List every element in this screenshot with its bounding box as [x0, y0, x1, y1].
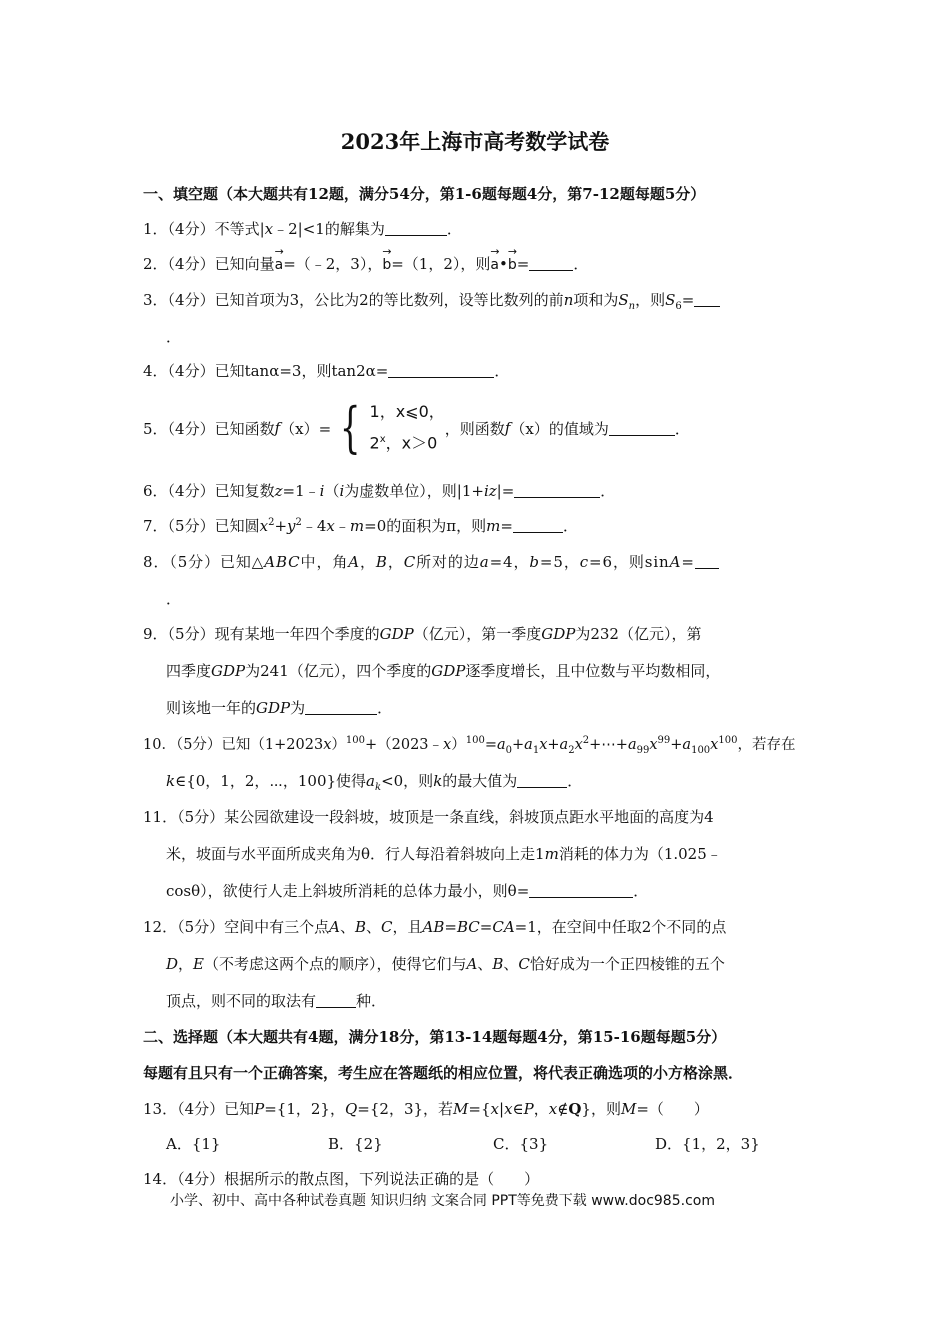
answer-blank[interactable] [529, 883, 633, 898]
question-12: 12．（5分）空间中有三个点A、B、C，且AB=BC=CA=1，在空间中任取2个不同的点 [143, 918, 727, 936]
question-3: 3．（4分）已知首项为3，公比为2的等比数列，设等比数列的前n项和为$S_n$，则$S_6=$ [143, 289, 815, 312]
answer-blank[interactable] [513, 518, 563, 533]
answer-blank[interactable] [529, 256, 573, 271]
page-title: 2023年上海市高考数学试卷 [340, 129, 610, 154]
answer-blank[interactable] [316, 993, 356, 1008]
answer-blank[interactable] [514, 483, 600, 498]
answer-blank[interactable] [609, 421, 675, 436]
section-2-heading: 二、选择题（本大题共有4题，满分18分，第13-14题每题4分，第15-16题每题5分） [143, 1028, 727, 1046]
answer-blank[interactable] [517, 773, 567, 788]
vector-a: → a [275, 253, 284, 273]
answer-blank[interactable] [694, 292, 720, 307]
vector-b: → b [382, 253, 391, 273]
question-6: 6．（4分）已知复数z=1﹣i（i为虚数单位），则|1+iz|= ． [143, 482, 616, 500]
section-2-instructions: 每题有且只有一个正确答案，考生应在答题纸的相应位置，将代表正确选项的小方格涂黑． [143, 1064, 744, 1082]
question-9: 9．（5分）现有某地一年四个季度的GDP（亿元），第一季度GDP为232（亿元），第 [143, 625, 702, 643]
question-5: 5．（4分）已知函数 f （x）= { 1，x⩽0， 2$^x$，x＞0 ，则函数 f （x）的值域为 ． [143, 395, 690, 459]
answer-blank[interactable] [695, 554, 719, 569]
question-4: 4．（4分）已知tanα=3，则tan2α= ． [143, 362, 510, 380]
option-a[interactable]: A．{1} [166, 1135, 221, 1153]
section-1-heading: 一、填空题（本大题共有12题，满分54分，第1-6题每题4分，第7-12题每题5分） [143, 185, 706, 203]
option-b[interactable]: B．{2} [328, 1135, 383, 1153]
piecewise-function: { 1，x⩽0， 2$^x$，x＞0 [340, 395, 445, 459]
answer-blank[interactable] [385, 221, 447, 236]
question-10: 10．（5分）已知$(1+2023x)^{100}+(2023﹣x)^{100}=a_0+a_1x+a_2x^2+\cdots+a_{99}x^{99}+a_{100}x^{100}$，若存在 [143, 735, 796, 756]
question-2: 2．（4分）已知向量→ a=（﹣2，3），→ b=（1，2），则→ a•→ b= ． [143, 253, 815, 274]
option-c[interactable]: C．{3} [493, 1135, 549, 1153]
question-13: 13．（4分）已知P={1，2}，Q={2，3}，若M={x|x∈P，x∉Q}，则M=（ ） [143, 1100, 709, 1118]
question-1: 1．（4分）不等式|x﹣2|<1的解集为 ． [143, 220, 462, 238]
question-8: 8．（5分）已知△ABC中，角A，B，C所对的边a=4，b=5，c=6，则sinA= [143, 551, 815, 572]
question-11: 11．（5分）某公园欲建设一段斜坡，坡顶是一条直线，斜坡顶点距水平地面的高度为4 [143, 808, 714, 826]
question-14: 14．（4分）根据所示的散点图，下列说法正确的是（ ） [143, 1170, 540, 1188]
option-d[interactable]: D．{1，2，3} [655, 1135, 760, 1153]
footer-watermark: 小学、初中、高中各种试卷真题 知识归纳 文案合同 PPT等免费下载 www.doc985.com [170, 1193, 715, 1209]
brace-icon: { [340, 395, 361, 459]
answer-blank[interactable] [305, 700, 377, 715]
exam-page: 2023年上海市高考数学试卷 一、填空题（本大题共有12题，满分54分，第1-6题每题4分，第7-12题每题5分） 1．（4分）不等式|x﹣2|<1的解集为 ． 2．（4分）已知向量→ a=（﹣2，3），→ b=（1，2），则→ a•→ b= ． 3．（4分）已知首项为3，公比为2的等比数列，设等比数列的前n项和为$S_n$，则$S_6=$ ． 4．（4分）已知tanα=3，则tan2α= ． 5．（4分）已知函数 f （x）= { 1，x⩽0， 2$^x$，x＞0 ，则函数 f （x）的值域为 ． 6．（4分）已知复数z=1﹣i（i为虚数单位），则|1+iz|= ． 7．（5分）已知圆$x^2+y^2﹣4x﹣m=0$的面积为π，则m= ． 8．（5分）已知△ABC中，角A，B，C所对的边a=4，b=5，c=6，则sinA= ． 9．（5分）现有某地一年四个季度的GDP（亿元），第一季度GDP为232（亿元），第 四季度GDP为241（亿元），四个季度的GDP逐季度增长，且中位数与平均数相同， 则该地一年的GDP为 ． 10．（5分）已知$(1+2023x)^{100}+(2023﹣x)^{100}=a_0+a_1x+a_2x^2+\cdots+a_{99}x^{99}+a_{100}x^{100}$，若存在 k∈{0，1，2，⋯，100}使得$a_k<0$，则k的最大值为 ． 11．（5分）某公园欲建设一段斜坡，坡顶是一条直线，斜坡顶点距水平地面的高度为4 米，坡面与水平面所成夹角为θ．行人每沿着斜坡向上走1m消耗的体力为（1.025﹣ cosθ），欲使行人走上斜坡所消耗的总体力最小，则θ= ． 12．（5分）空间中有三个点A、B、C，且AB=BC=CA=1，在空间中任取2个不同的点 D，E（不考虑这两个点的顺序），使得它们与A、B、C恰好成为一个正四棱锥的五个 顶点，则不同的取法有 种． 二、选择题（本大题共有4题，满分18分，第13-14题每题4分，第15-16题每题5分） 每题有且只有一个正确答案，考生应在答题纸的相应位置，将代表正确选项的小方格涂黑． 13．（4分）已知P={1，2}，Q={2，3}，若M={x|x∈P，x∉Q}，则M=（ ） A．{1} B．{2} C．{3} D．{1，2，3} 14．（4分）根据所示的散点图，下列说法正确的是（ ） 小学、初中、高中各种试卷真题 知识归纳 文案合同 PPT等免费下载 www.doc985.com [0, 0, 950, 1344]
answer-blank[interactable] [388, 363, 494, 378]
question-7: 7．（5分）已知圆$x^2+y^2﹣4x﹣m=0$的面积为π，则m= ． [143, 517, 578, 535]
